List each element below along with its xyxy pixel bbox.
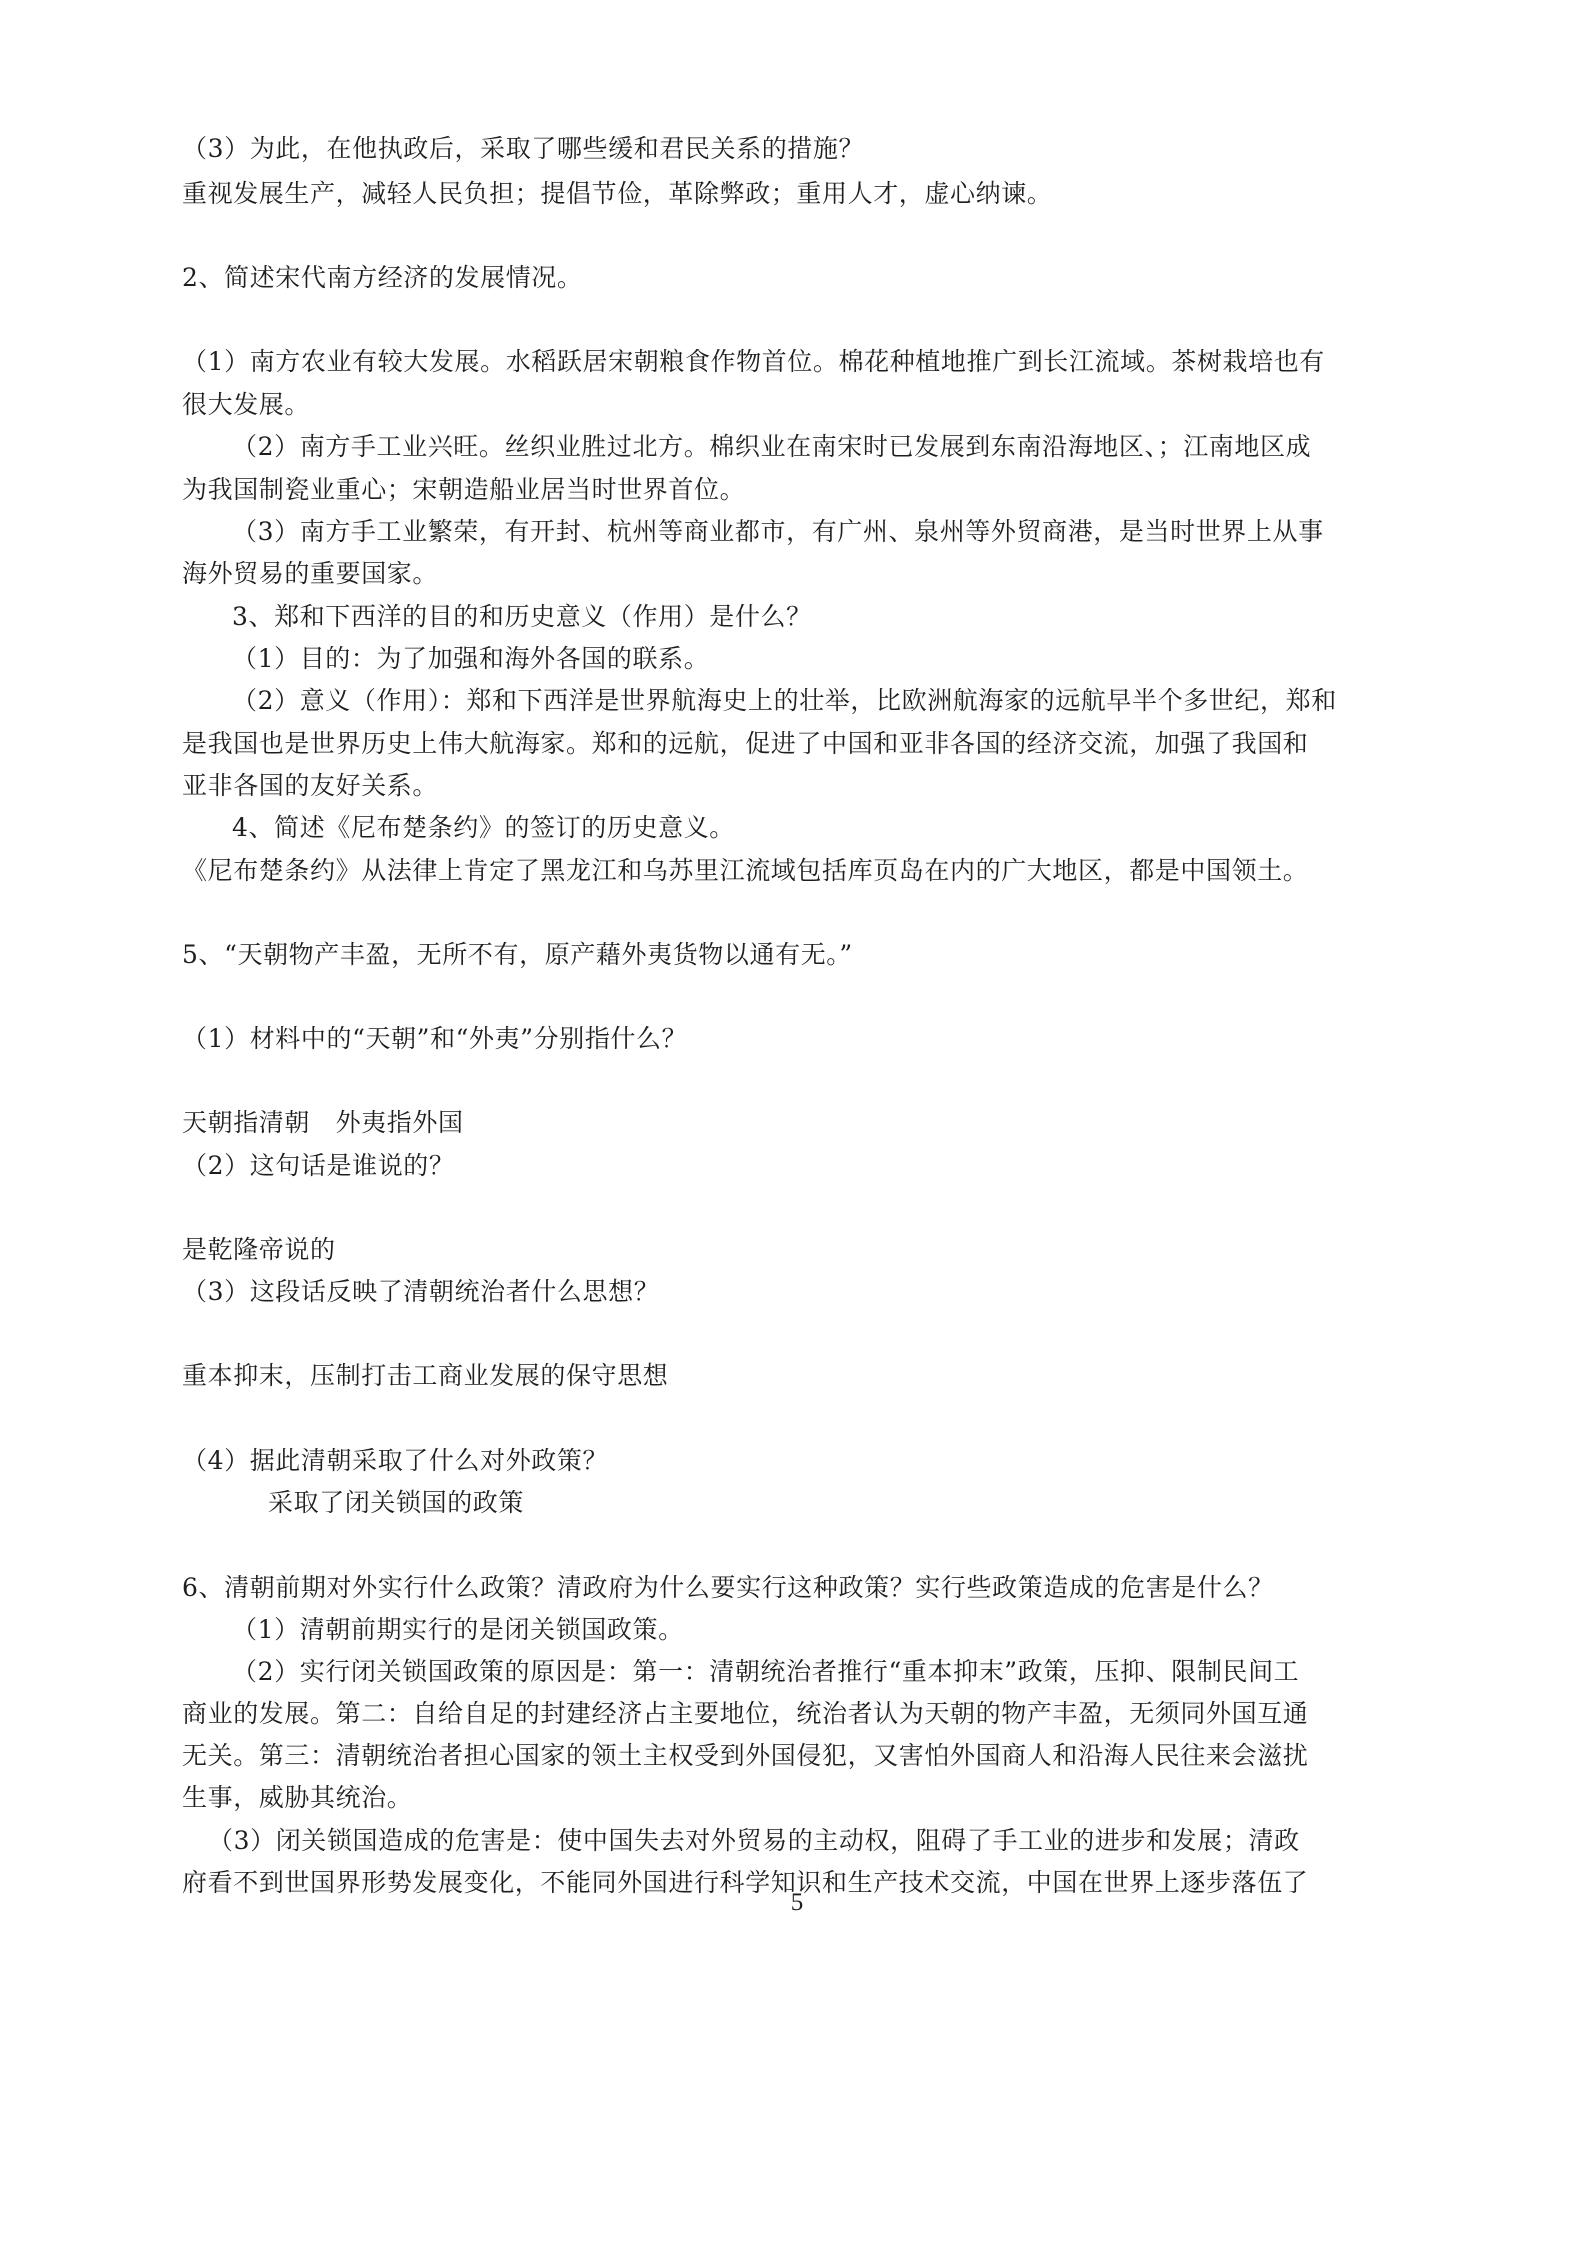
text-line: 6、清朝前期对外实行什么政策？清政府为什么要实行这种政策？实行些政策造成的危害是什么？	[182, 1573, 1274, 1602]
text-line: 4、简述《尼布楚条约》的签订的历史意义。	[232, 813, 735, 842]
text-line: 5、“天朝物产丰盈，无所不有，原产藉外夷货物以通有无。”	[182, 940, 853, 969]
text-line: 天朝指清朝 外夷指外国	[182, 1108, 464, 1137]
text-line: 商业的发展。第二：自给自足的封建经济占主要地位，统治者认为天朝的物产丰盈，无须同外国互通	[182, 1699, 1309, 1728]
text-line: （3）南方手工业繁荣，有开封、杭州等商业都市，有广州、泉州等外贸商港，是当时世界上从事	[232, 517, 1324, 546]
text-line: （1）目的：为了加强和海外各国的联系。	[232, 644, 710, 673]
text-line: 为我国制瓷业重心；宋朝造船业居当时世界首位。	[182, 475, 746, 504]
text-line: 3、郑和下西洋的目的和历史意义（作用）是什么？	[232, 602, 812, 631]
text-line: （1）材料中的“天朝”和“外夷”分别指什么？	[182, 1024, 688, 1053]
text-line: 重视发展生产，减轻人民负担；提倡节俭，革除弊政；重用人才，虚心纳谏。	[182, 179, 1053, 208]
text-line: （3）闭关锁国造成的危害是：使中国失去对外贸易的主动权，阻碍了手工业的进步和发展；清政	[208, 1826, 1300, 1855]
text-line: （1）南方农业有较大发展。水稻跃居宋朝粮食作物首位。棉花种植地推广到长江流域。茶树栽培也有	[182, 347, 1325, 376]
text-line: （2）实行闭关锁国政策的原因是：第一：清朝统治者推行“重本抑末”政策，压抑、限制民间工	[232, 1657, 1300, 1686]
text-line: 很大发展。	[182, 390, 311, 419]
text-line: （4）据此清朝采取了什么对外政策？	[182, 1446, 609, 1475]
page-number: 5	[790, 1889, 804, 1916]
text-line: 亚非各国的友好关系。	[182, 771, 439, 800]
text-line: 是我国也是世界历史上伟大航海家。郑和的远航，促进了中国和亚非各国的经济交流，加强了我国和	[182, 729, 1309, 758]
text-line: 2、简述宋代南方经济的发展情况。	[182, 263, 583, 292]
text-line: （3）这段话反映了清朝统治者什么思想？	[182, 1277, 660, 1306]
text-line: （1）清朝前期实行的是闭关锁国政策。	[232, 1615, 684, 1644]
text-line: 重本抑末，压制打击工商业发展的保守思想	[182, 1361, 669, 1390]
text-line: 海外贸易的重要国家。	[182, 559, 439, 588]
text-line: 生事，威胁其统治。	[182, 1783, 413, 1812]
text-line: 是乾隆帝说的	[182, 1235, 336, 1264]
text-line: （2）这句话是谁说的？	[182, 1151, 455, 1180]
text-line: （2）南方手工业兴旺。丝织业胜过北方。棉织业在南宋时已发展到东南沿海地区、；江南地区成	[232, 432, 1312, 461]
text-line: 《尼布楚条约》从法律上肯定了黑龙江和乌苏里江流域包括库页岛在内的广大地区，都是中国领土。	[182, 856, 1309, 885]
text-line: 采取了闭关锁国的政策	[268, 1488, 525, 1517]
text-line: （3）为此，在他执政后，采取了哪些缓和君民关系的措施？	[182, 134, 865, 163]
text-line: 无关。第三：清朝统治者担心国家的领土主权受到外国侵犯，又害怕外国商人和沿海人民往来会滋扰	[182, 1741, 1309, 1770]
text-line: 府看不到世国界形势发展变化，不能同外国进行科学知识和生产技术交流，中国在世界上逐步落伍了	[182, 1868, 1309, 1897]
text-line: （2）意义（作用）：郑和下西洋是世界航海史上的壮举，比欧洲航海家的远航早半个多世纪，郑和	[232, 686, 1337, 715]
